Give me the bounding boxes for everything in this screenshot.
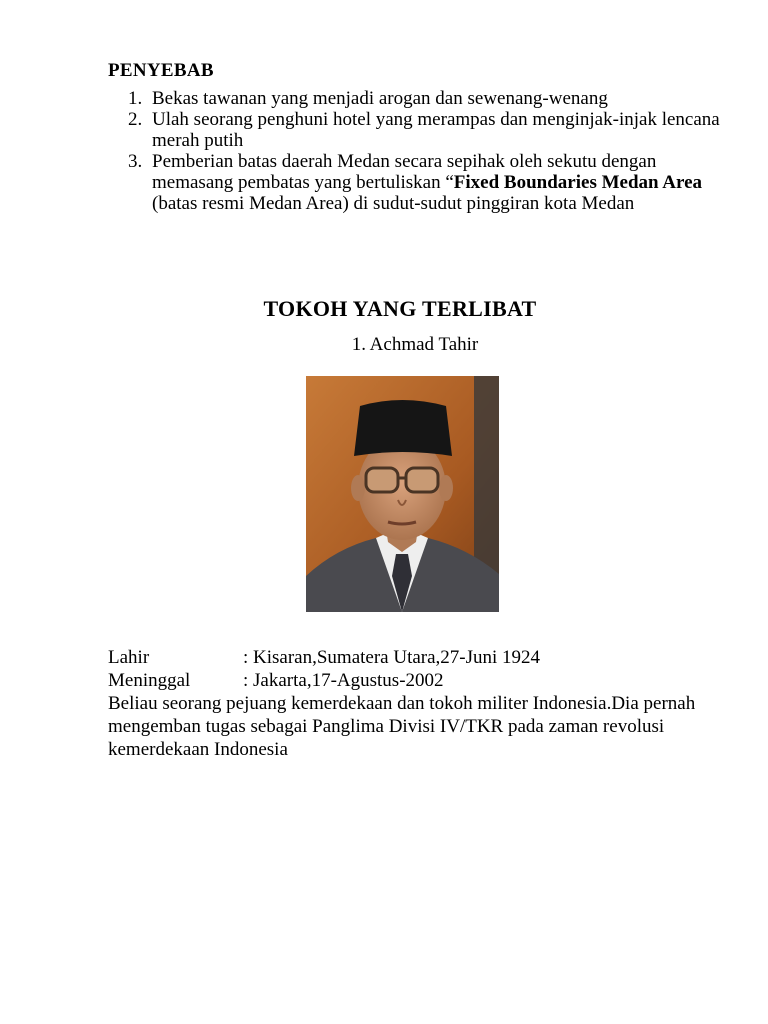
list-item-text-before: Pemberian batas daerah Medan secara sepihak oleh sekutu dengan memasang pembatas yang bertuliskan “ bbox=[152, 151, 657, 193]
list-item-text-after: (batas resmi Medan Area) di sudut-sudut pinggiran kota Medan bbox=[152, 193, 635, 214]
tokoh-name: 1. Achmad Tahir bbox=[351, 334, 479, 355]
list-item-text: Ulah seorang penghuni hotel yang merampas dan menginjak-injak lencana merah putih bbox=[152, 109, 720, 151]
bio-value: : Jakarta,17-Agustus-2002 bbox=[243, 670, 444, 691]
portrait-illustration bbox=[306, 376, 499, 612]
list-item bbox=[128, 88, 728, 109]
section-heading: PENYEBAB bbox=[108, 60, 214, 81]
list-item-number: 3. bbox=[128, 151, 143, 172]
list-item-text bbox=[152, 151, 728, 214]
tokoh-title: TOKOH YANG TERLIBAT bbox=[263, 296, 537, 321]
list-item bbox=[128, 109, 728, 151]
list-item-text: Bekas tawanan yang menjadi arogan dan sewenang-wenang bbox=[152, 88, 608, 109]
bio-label: Meninggal bbox=[108, 670, 191, 691]
portrait-photo bbox=[306, 376, 499, 612]
bio-row-lahir bbox=[108, 646, 728, 669]
cause-list bbox=[128, 88, 728, 214]
bio-description: Beliau seorang pejuang kemerdekaan dan tokoh militer Indonesia.Dia pernah mengemban tugas sebagai Panglima Divisi IV/TKR pada zaman revolusi kemerdekaan Indonesia bbox=[108, 693, 696, 760]
bio-value: : Kisaran,Sumatera Utara,27-Juni 1924 bbox=[243, 647, 541, 668]
list-item-text-bold: Fixed Boundaries Medan Area bbox=[453, 172, 703, 193]
list-item-number: 2. bbox=[128, 109, 143, 130]
list-item-number: 1. bbox=[128, 88, 143, 109]
biography bbox=[108, 646, 728, 761]
bio-row-meninggal bbox=[108, 669, 728, 692]
bio-label: Lahir bbox=[108, 647, 150, 668]
list-item bbox=[128, 151, 728, 214]
